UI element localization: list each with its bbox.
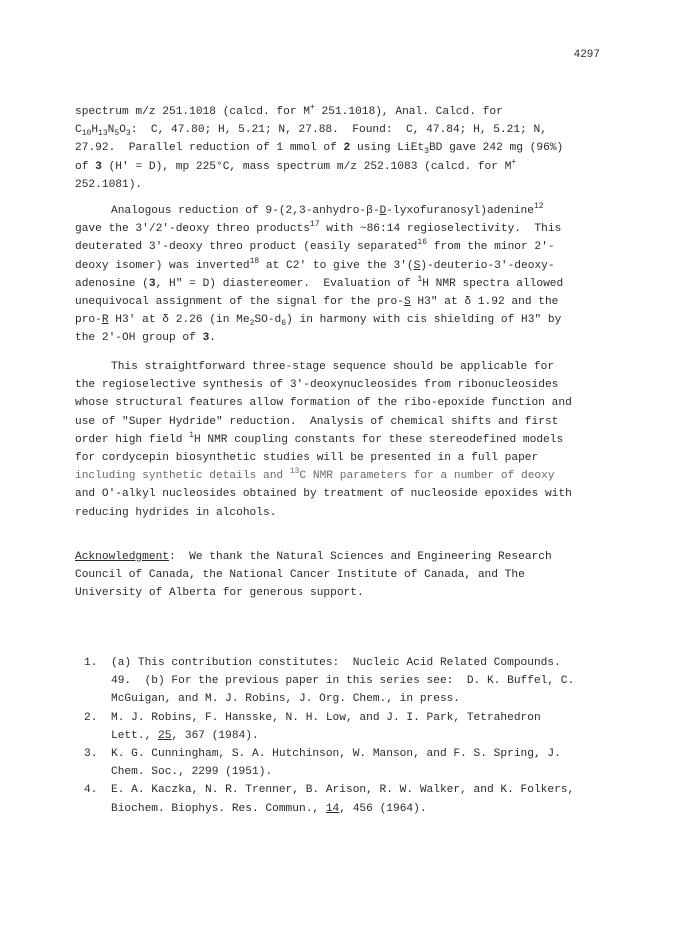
text-line: gave the 3'/2'-deoxy threo products$^{17}$ with ~86:14 regioselectivity. This	[75, 220, 562, 236]
text-line: (a) This contribution constitutes: Nucleic Acid Related Compounds.	[111, 657, 561, 669]
text-line: including synthetic details and $^{13}$C NMR parameters for a number of deoxy	[75, 467, 555, 483]
text-line: 27.92. Parallel reduction of 1 mmol of 2 using LiEt$_3$BD gave 242 mg (96%)	[75, 142, 564, 157]
text-line: for cordycepin biosynthetic studies will be presented in a full paper	[75, 451, 539, 464]
text-line: the regioselective synthesis of 3'-deoxynucleosides from ribonucleosides	[75, 379, 559, 392]
paragraph-spectrum	[75, 103, 615, 194]
text-line: the 2'-OH group of 3.	[75, 332, 216, 345]
paragraph-analogous-reduction	[75, 202, 615, 348]
text-line: order high field $^1$H NMR coupling constants for these stereodefined models	[75, 430, 564, 446]
text-line: Biochem. Biophys. Res. Commun., 14, 456 (1964).	[111, 802, 427, 815]
text-line: $C_{10}H_{13}N_5O_3$: C, 47.80; H, 5.21; N, 27.88. Found: C, 47.84; H, 5.21; N,	[75, 124, 547, 139]
text-line: adenosine (3, H" = D) diastereomer. Evaluation of $^1$H NMR spectra allowed	[75, 274, 564, 290]
acknowledgment	[75, 548, 615, 603]
text-line: of 3 (H' = D), mp 225°C, mass spectrum m/z 252.1083 (calcd. for M+	[75, 157, 517, 173]
reference-number: 2.	[84, 711, 98, 724]
text-line: deuterated 3'-deoxy threo product (easily separated$^{16}$ from the minor 2'-	[75, 238, 555, 254]
text-line: pro-R H3' at δ 2.26 (in $Me_2SO-d_6$) in harmony with cis shielding of H3" by	[75, 314, 562, 329]
text-line: Chem. Soc., 2299 (1951).	[111, 766, 273, 779]
text-line: whose structural features allow formation of the ribo-epoxide function and	[75, 397, 572, 410]
text-line: Lett., 25, 367 (1984).	[111, 729, 259, 742]
text-line: Acknowledgment: We thank the Natural Sciences and Engineering Research	[75, 551, 552, 563]
text-line: University of Alberta for generous support.	[75, 587, 364, 600]
text-line: 252.1081).	[75, 178, 143, 191]
text-line: M. J. Robins, F. Hansske, N. H. Low, and J. I. Park, Tetrahedron	[111, 711, 541, 724]
paragraph-three-stage-sequence	[75, 358, 615, 522]
reference-item	[75, 654, 635, 709]
page-number: 4297	[573, 49, 600, 61]
text-line: use of "Super Hydride" reduction. Analysis of chemical shifts and first	[75, 415, 559, 428]
text-line: deoxy isomer) was inverted$^{18}$ at C2' to give the 3'(S)-deuterio-3'-deoxy-	[75, 256, 555, 272]
text-line: and O'-alkyl nucleosides obtained by treatment of nucleoside epoxides with	[75, 488, 572, 501]
text-line: K. G. Cunningham, S. A. Hutchinson, W. Manson, and F. S. Spring, J.	[111, 747, 561, 760]
reference-item	[75, 745, 635, 781]
text-line: 49. (b) For the previous paper in this series see: D. K. Buffel, C.	[111, 675, 575, 688]
text-line: McGuigan, and M. J. Robins, J. Org. Chem., in press.	[111, 693, 461, 706]
text-line: Analogous reduction of 9-(2,3-anhydro-β-D-lyxofuranosyl)adenine$^{12}$	[111, 202, 544, 217]
reference-item	[75, 781, 635, 817]
text-line: E. A. Kaczka, N. R. Trenner, B. Arison, R. W. Walker, and K. Folkers,	[111, 784, 575, 797]
reference-number: 3.	[84, 747, 98, 760]
references	[75, 654, 635, 818]
text-line: reducing hydrides in alcohols.	[75, 506, 277, 519]
text-line: spectrum m/z 251.1018 (calcd. for M+ 251.1018), Anal. Calcd. for	[75, 103, 503, 118]
text-line: This straightforward three-stage sequence should be applicable for	[111, 361, 555, 373]
reference-item	[75, 709, 635, 745]
text-line: Council of Canada, the National Cancer Institute of Canada, and The	[75, 569, 525, 582]
reference-number: 4.	[84, 784, 98, 797]
reference-number: 1.	[84, 657, 98, 669]
text-line: unequivocal assignment of the signal for the pro-S H3" at δ 1.92 and the	[75, 295, 559, 308]
acknowledgment-heading: Acknowledgment	[75, 551, 169, 563]
